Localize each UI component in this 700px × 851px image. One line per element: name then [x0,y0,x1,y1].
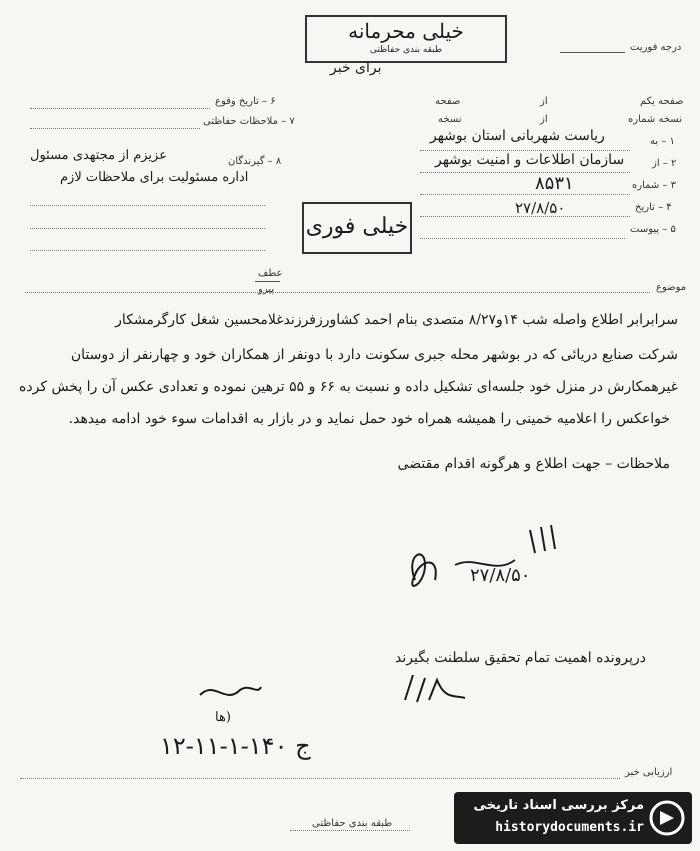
archive-number: ۱۲-۱۱-۱-۱۴۰ ج [160,732,311,760]
watermark-line-1: مرکز بررسی اسناد تاریخی [473,798,644,813]
recipients-handwritten-2: اداره مسئولیت برای ملاحظات لازم [60,170,249,185]
from-label-2: از [540,114,548,125]
watermark-logo [454,792,692,844]
body-line-5: ملاحظات – جهت اطلاع و هرگونه اقدام مقتضی [397,456,670,472]
field-line [30,205,265,206]
field-line [420,172,630,173]
classification-caption: طبقه بندی حفاظتی [369,45,443,55]
reference-peyro-label: پیرو [258,284,275,295]
field-line [30,108,210,109]
watermark-emblem-icon [648,799,686,837]
date-of-occurrence-label: ۶ – تاریخ وقوع [215,96,276,107]
date-value: ۲۷/۸/۵۰ [515,199,566,217]
from-label: ۲ – از [652,158,677,169]
copy-label: نسخه [438,114,462,125]
recipients-handwritten-1: عزیزم از مجتهدی مسئول [30,148,167,163]
from-label-1: از [540,96,548,107]
field-line [420,150,630,151]
watermark-line-2: historydocuments.ir [495,820,644,835]
field-line [420,194,630,195]
initials-mark [395,670,475,715]
page-label: صفحه [435,96,461,107]
handwritten-note-under-stamp: برای خبر [330,60,382,76]
small-signature-mark [195,675,265,715]
footer-classification-box [290,800,410,831]
copy-number-label: نسخه شماره [628,114,682,125]
recipients-label: ۸ – گیرندگان [228,156,282,167]
reference-line [255,281,280,282]
field-line [420,238,625,239]
number-label: ۳ – شماره [632,180,677,191]
urgent-stamp [302,202,412,254]
reference-atf-label: عطف [258,268,283,279]
from-value: سازمان اطلاعات و امنیت بوشهر [435,152,625,168]
signature-mark [395,525,585,600]
to-label: ۱ – به [650,136,675,147]
field-line [30,250,265,251]
assessment-label: ارزیابی خبر [625,767,673,778]
footer-classification-caption: طبقه بندی حفاظتی [312,818,393,829]
date-label: ۴ – تاریخ [635,202,672,213]
to-value: ریاست شهربانی استان بوشهر [430,128,605,144]
subject-line [25,292,650,293]
field-line [420,216,630,217]
small-note: (ها [215,710,231,725]
body-line-4: خواعکس را اعلامیه خمینی را همیشه همراه خود حمل نماید و در بازار به اقدامات سوء خود ادامه میدهد. [68,411,670,427]
page-one-label: صفحه یکم [640,96,684,107]
margin-note: درپرونده اهمیت تمام تحقیق سلطنت بگیرند [395,650,647,666]
body-line-1: سرابرابر اطلاع واصله شب ۱۴و۸/۲۷ متصدی بنام احمد کشاورزفرزندغلامحسین شغل کارگرمشکار [115,312,678,328]
body-line-3: غیرهمکارش در منزل خود جلسه‌ای تشکیل داده و نسبت به ۶۶ و ۵۵ ترهین نموده و تعدادی عکس آن را پخش کرده [19,379,678,395]
urgency-label: درجه فوریت [630,42,682,53]
security-notes-label: ۷ – ملاحظات حفاظتی [203,116,295,127]
number-value: ۸۵۳۱ [535,173,574,194]
field-line [30,128,200,129]
assessment-line [20,778,620,779]
urgent-stamp-text: خیلی فوری [305,214,409,239]
urgency-line [560,52,625,53]
attachment-label: ۵ – پیوست [630,224,676,235]
body-line-2: شرکت صنایع دریائی که در بوشهر محله جبری سکونت دارد با دونفر از همکاران خود و چهارنفر از دوستان [70,347,678,363]
signature-date: ۲۷/۸/۵۰ [470,565,531,586]
classification-stamp [305,15,507,63]
classification-stamp-text: خیلی محرمانه [348,19,464,43]
subject-label: موضوع [656,282,687,293]
field-line [30,228,265,229]
